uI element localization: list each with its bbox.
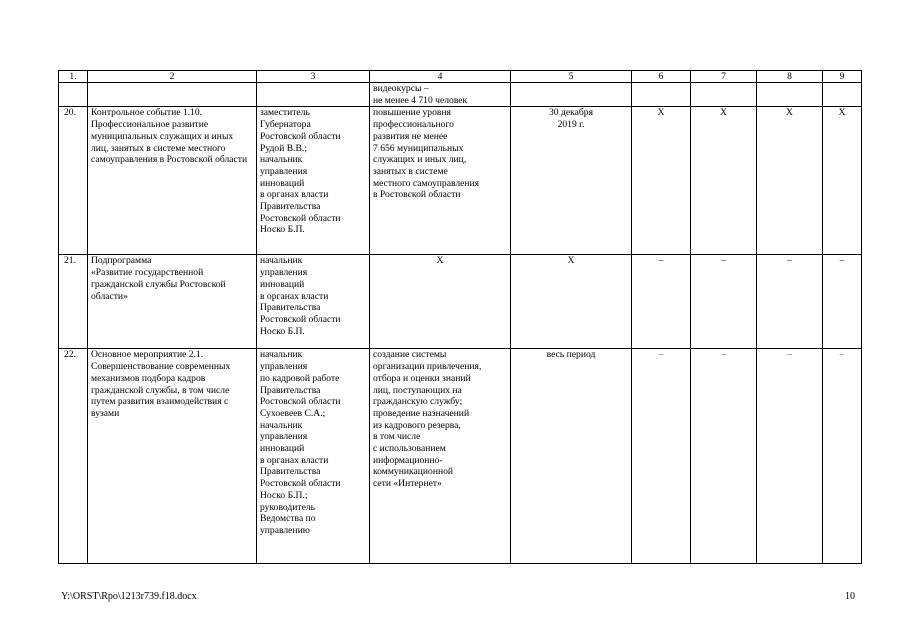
col9-cell [823,83,862,107]
plan-table [58,70,862,564]
header-cell-4: 4 [370,71,511,83]
col7-cell: Х [691,107,757,255]
header-cell-1: 1. [59,71,88,83]
responsible-cell: начальник управления по кадровой работе Правительства Ростовской области Сухоевеев С.А.; начальник управления инноваций в органах власти Правительства Ростовской области Носко Б.П.; руководитель Ведомства по управлению [257,349,370,564]
responsible-cell: заместитель Губернатора Ростовской области Рудой В.В.; начальник управления инноваций в органах власти Правительства Ростовской области Носко Б.П. [257,107,370,255]
event-cell: Подпрограмма «Развитие государственной гражданской службы Ростовской области» [88,255,257,349]
header-cell-7: 7 [691,71,757,83]
table-row [59,83,862,107]
col7-cell: – [691,255,757,349]
responsible-cell [257,83,370,107]
col6-cell [632,83,691,107]
term-cell: Х [511,255,632,349]
header-cell-6: 6 [632,71,691,83]
page-bottom-margin [0,578,905,640]
result-cell: создание системы организации привлечения, отбора и оценки знаний лиц, поступающих на гражданскую службу; проведение назначений из кадрового резерва, в том числе с использованием информационно- коммуникационной сети «Интернет» [370,349,511,564]
col7-cell: – [691,349,757,564]
row-number: 22. [59,349,88,564]
result-cell: Х [370,255,511,349]
event-cell: Контрольное событие 1.10. Профессиональное развитие муниципальных служащих и иных лиц, занятых в системе местного самоуправления в Ростовской области [88,107,257,255]
header-cell-8: 8 [757,71,823,83]
result-cell: повышение уровня профессионального развития не менее 7 656 муниципальных служащих и иных лиц, занятых в системе местного самоуправления в Ростовской области [370,107,511,255]
term-cell: 30 декабря 2019 г. [511,107,632,255]
col9-cell: – [823,349,862,564]
row-number [59,83,88,107]
col9-cell: Х [823,107,862,255]
term-cell: весь период [511,349,632,564]
page-number: 10 [845,591,855,602]
col9-cell: – [823,255,862,349]
table-row [59,107,862,255]
row-number: 21. [59,255,88,349]
col7-cell [691,83,757,107]
event-cell [88,83,257,107]
term-cell [511,83,632,107]
col8-cell: Х [757,107,823,255]
result-cell: видеокурсы – не менее 4 710 человек [370,83,511,107]
col6-cell: – [632,349,691,564]
header-cell-2: 2 [88,71,257,83]
responsible-cell: начальник управления инноваций в органах власти Правительства Ростовской области Носко Б.П. [257,255,370,349]
table-header-row [59,71,862,83]
col8-cell: – [757,349,823,564]
event-cell: Основное мероприятие 2.1. Совершенствование современных механизмов подбора кадров гражданской службы, в том числе путем развития взаимодействия с вузами [88,349,257,564]
file-path-footer: Y:\ORST\Rpo\1213r739.f18.docx [61,591,197,602]
col8-cell: – [757,255,823,349]
table-row [59,255,862,349]
table-row [59,349,862,564]
row-number: 20. [59,107,88,255]
col8-cell [757,83,823,107]
col6-cell: Х [632,107,691,255]
header-cell-5: 5 [511,71,632,83]
header-cell-3: 3 [257,71,370,83]
col6-cell: – [632,255,691,349]
header-cell-9: 9 [823,71,862,83]
